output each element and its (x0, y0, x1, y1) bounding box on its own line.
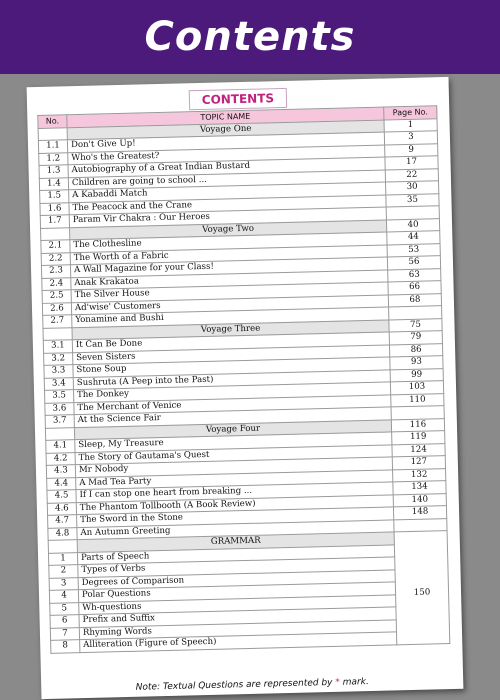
chapter-page: 79 (389, 331, 442, 345)
chapter-title: Mr Nobody (75, 457, 392, 477)
voyage-name: Voyage Three (72, 319, 389, 339)
voyage-no-cell (38, 127, 67, 140)
col-no-header: No. (38, 115, 67, 128)
chapter-title: The Peacock and the Crane (69, 195, 386, 215)
chapter-title: Sushruta (A Peep into the Past) (73, 369, 390, 389)
contents-table (37, 105, 450, 653)
voyage-name: Voyage One (67, 120, 384, 140)
chapter-page: 35 (386, 193, 439, 207)
voyage-name: Voyage Four (74, 419, 391, 439)
grammar-title: Alliteration (Figure of Speech) (80, 632, 397, 652)
chapter-number: 1.3 (39, 165, 68, 178)
chapter-title: Autobiography of a Great Indian Bustard (68, 157, 385, 177)
chapter-page: 140 (393, 493, 446, 507)
grammar-number: 3 (49, 577, 78, 590)
chapter-number: 2.2 (41, 252, 70, 265)
col-page-header: Page No. (384, 106, 437, 120)
chapter-title: At the Science Fair (74, 407, 391, 427)
grammar-page: 150 (394, 543, 449, 644)
footnote-suffix: mark. (342, 677, 369, 688)
chapter-page: 68 (388, 293, 441, 307)
chapter-title: The Silver House (71, 282, 388, 302)
chapter-number: 3.6 (45, 402, 74, 415)
grammar-no-cell (48, 540, 77, 553)
chapter-title: The Phantom Tollbooth (A Book Review) (76, 494, 393, 514)
chapter-number: 2.6 (42, 302, 71, 315)
chapter-page: 124 (392, 443, 445, 457)
chapter-number: 2.5 (42, 290, 71, 303)
chapter-number: 3.3 (44, 365, 73, 378)
chapter-title: The Clothesline (70, 232, 387, 252)
chapter-title: Param Vir Chakra : Our Heroes (69, 207, 386, 227)
grammar-heading: GRAMMAR (77, 532, 394, 552)
chapter-page: 22 (385, 168, 438, 182)
grammar-number: 2 (49, 565, 78, 578)
chapter-title: Anak Krakatoa (71, 269, 388, 289)
header-banner (0, 0, 500, 74)
contents-body (38, 118, 450, 653)
chapter-page: 132 (393, 468, 446, 482)
chapter-page: 103 (390, 381, 443, 395)
grammar-number: 4 (49, 590, 78, 603)
chapter-number: 3.4 (44, 377, 73, 390)
voyage-page: 40 (386, 218, 439, 232)
grammar-number: 8 (51, 640, 80, 653)
chapter-number: 3.2 (44, 352, 73, 365)
voyage-page: 1 (384, 118, 437, 132)
chapter-page: 44 (387, 231, 440, 245)
chapter-number: 2.3 (41, 265, 70, 278)
star-mark: * (335, 677, 340, 688)
chapter-title: Stone Soup (73, 357, 390, 377)
chapter-title: Sleep, My Treasure (75, 432, 392, 452)
chapter-title: It Can Be Done (72, 332, 389, 352)
chapter-page: 110 (391, 393, 444, 407)
chapter-title: An Autumn Greeting (77, 519, 394, 539)
voyage-no-cell (45, 427, 74, 440)
chapter-title: A Wall Magazine for your Class! (70, 257, 387, 277)
chapter-page: 56 (387, 256, 440, 270)
chapter-title: A Kabaddi Match (69, 182, 386, 202)
chapter-number: 1.6 (40, 202, 69, 215)
chapter-number: 1.4 (39, 177, 68, 190)
chapter-number: 4.5 (47, 490, 76, 503)
chapter-page: 3 (384, 131, 437, 145)
contents-sheet (27, 77, 464, 699)
chapter-number: 4.1 (46, 440, 75, 453)
chapter-number: 2.4 (42, 277, 71, 290)
chapter-number: 4.4 (47, 477, 76, 490)
grammar-number: 5 (50, 602, 79, 615)
grammar-title: Wh-questions (79, 594, 396, 614)
grammar-title: Prefix and Suffix (79, 607, 396, 627)
chapter-number: 1.5 (40, 190, 69, 203)
chapter-title: If I can stop one heart from breaking ... (76, 482, 393, 502)
sheet-heading: CONTENTS (189, 88, 288, 110)
chapter-title: Yonamine and Bushi (72, 307, 389, 327)
chapter-page: 148 (393, 506, 446, 520)
chapter-number: 3.5 (44, 390, 73, 403)
voyage-page: 116 (391, 418, 444, 432)
chapter-title: The Merchant of Venice (74, 394, 391, 414)
chapter-number: 1.7 (40, 215, 69, 228)
grammar-title: Types of Verbs (78, 557, 395, 577)
chapter-title: Don't Give Up! (67, 132, 384, 152)
chapter-number: 2.7 (43, 315, 72, 328)
chapter-number: 4.8 (48, 527, 77, 540)
chapter-title: A Mad Tea Party (76, 469, 393, 489)
chapter-number: 3.1 (43, 340, 72, 353)
chapter-page: 9 (385, 143, 438, 157)
chapter-number: 3.7 (45, 415, 74, 428)
chapter-page: 93 (390, 356, 443, 370)
chapter-number: 4.6 (47, 502, 76, 515)
photo-background (0, 74, 500, 700)
chapter-title: The Sword in the Stone (77, 507, 394, 527)
col-topic-header: TOPIC NAME (67, 107, 384, 127)
chapter-title: The Story of Gautama's Quest (75, 444, 392, 464)
grammar-title: Polar Questions (78, 582, 395, 602)
chapter-number: 1.1 (38, 140, 67, 153)
chapter-number: 2.1 (41, 240, 70, 253)
page-title: Contents (144, 14, 356, 60)
chapter-title: Who's the Greatest? (68, 145, 385, 165)
chapter-page: 134 (393, 481, 446, 495)
voyage-no-cell (43, 327, 72, 340)
chapter-page: 119 (392, 431, 445, 445)
chapter-page: 99 (390, 368, 443, 382)
grammar-number: 6 (50, 615, 79, 628)
chapter-number: 1.2 (39, 152, 68, 165)
chapter-page: 53 (387, 243, 440, 257)
chapter-page: 63 (388, 268, 441, 282)
chapter-title: The Worth of a Fabric (70, 244, 387, 264)
voyage-no-cell (41, 227, 70, 240)
voyage-page: 75 (389, 318, 442, 332)
chapter-title: Children are going to school ... (68, 170, 385, 190)
chapter-title: Ad'wise' Customers (71, 294, 388, 314)
chapter-title: Seven Sisters (73, 344, 390, 364)
footnote-text: Note: Textual Questions are represented by (135, 677, 333, 693)
grammar-title: Degrees of Comparison (78, 569, 395, 589)
chapter-number: 4.2 (46, 452, 75, 465)
chapter-page: 30 (386, 181, 439, 195)
grammar-title: Rhyming Words (79, 619, 396, 639)
chapter-number: 4.7 (48, 515, 77, 528)
chapter-number: 4.3 (46, 465, 75, 478)
chapter-page: 127 (392, 456, 445, 470)
grammar-number: 1 (48, 552, 77, 565)
footnote (41, 675, 463, 695)
grammar-number: 7 (50, 627, 79, 640)
chapter-page: 17 (385, 156, 438, 170)
chapter-title: The Donkey (73, 382, 390, 402)
voyage-name: Voyage Two (70, 219, 387, 239)
grammar-title: Parts of Speech (77, 544, 394, 564)
chapter-page: 66 (388, 281, 441, 295)
chapter-page: 86 (389, 343, 442, 357)
